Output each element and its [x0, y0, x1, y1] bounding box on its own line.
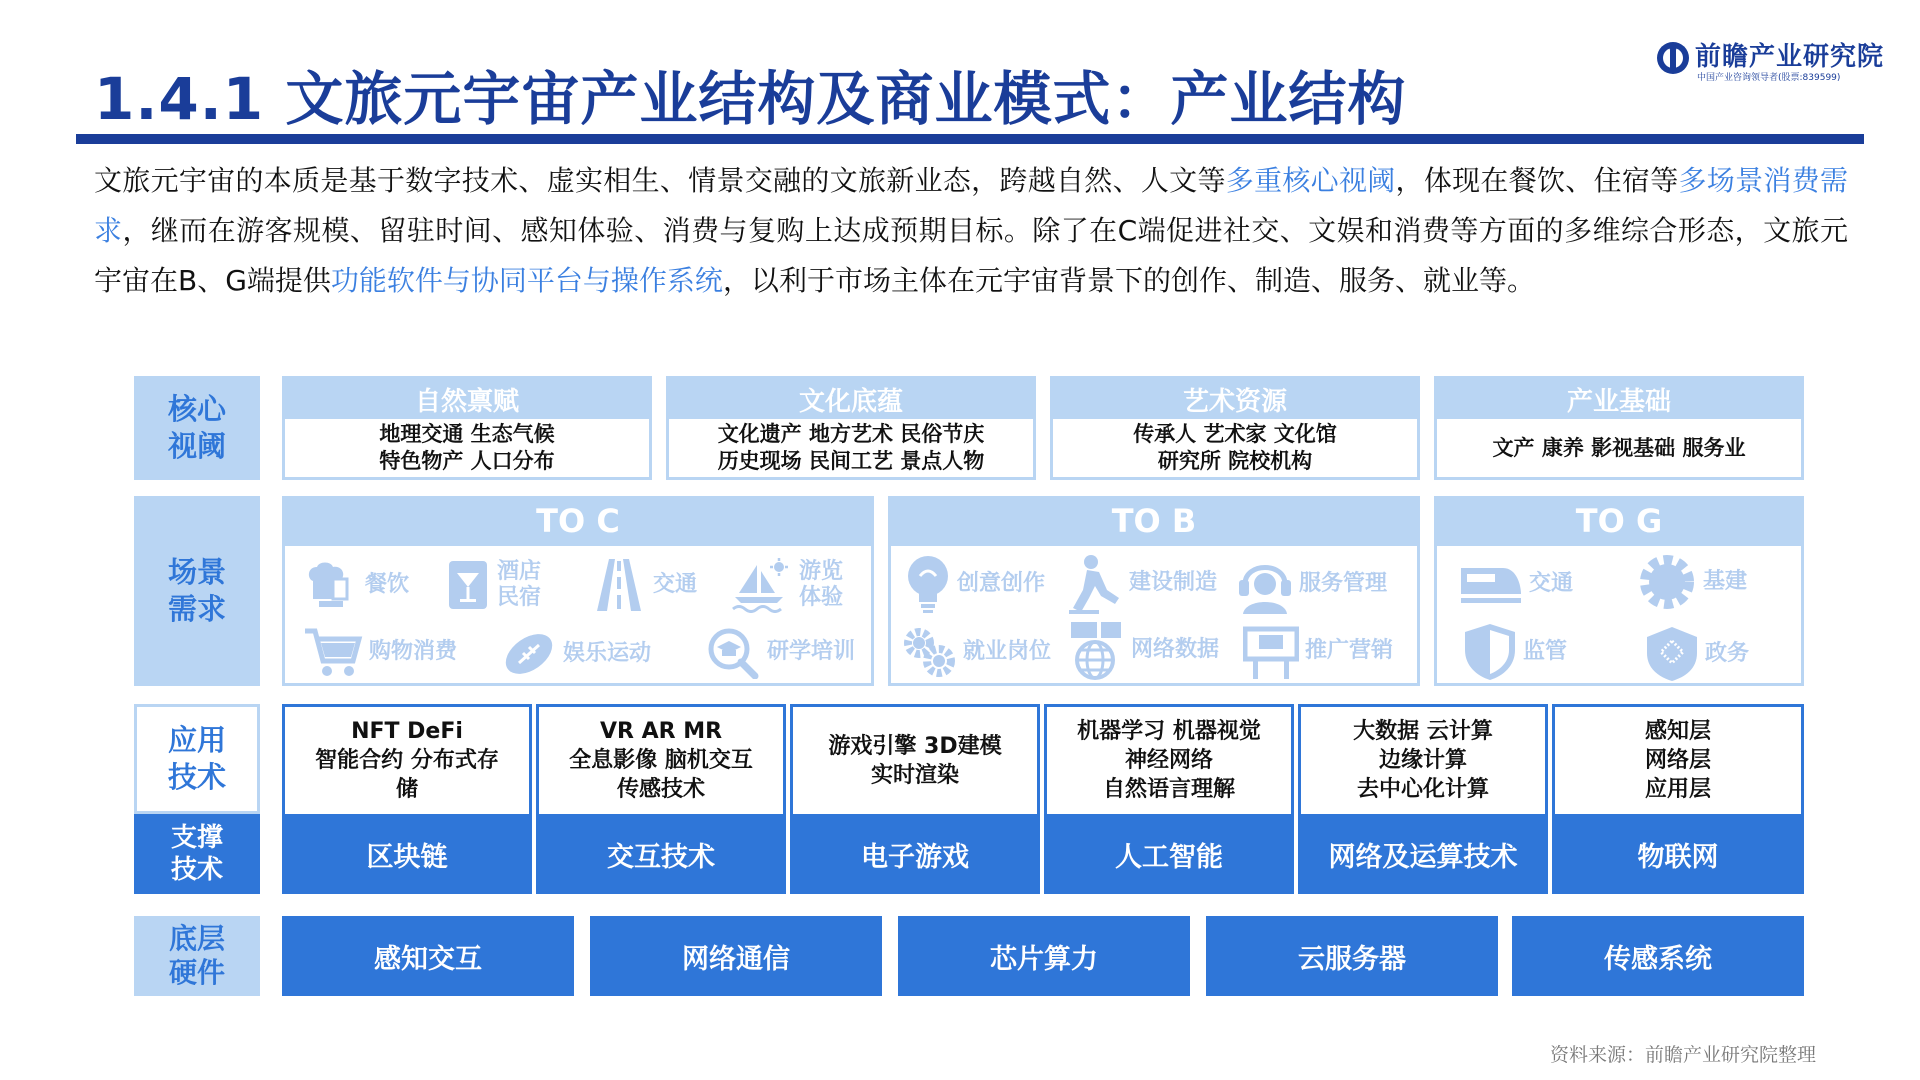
scene-item-label: 酒店 民宿 — [497, 559, 542, 610]
gears-icon — [901, 625, 957, 679]
scene-item — [1067, 620, 1219, 680]
app-tech-line: NFT DeFi — [351, 719, 463, 744]
scene-item-label: 餐饮 — [365, 572, 410, 597]
intro-text: ，体现在餐饮、住宿等 — [1395, 164, 1679, 197]
core-field-line: 文化遗产 地方艺术 民俗节庆 — [717, 422, 985, 446]
hardware-cell: 云服务器 — [1206, 916, 1498, 996]
scene-item-label: 建设制造 — [1129, 570, 1218, 595]
app-tech-cell — [282, 704, 532, 814]
graduation-search-icon — [705, 625, 761, 679]
scene-item-label: 政务 — [1705, 641, 1750, 666]
scene-item-label: 交通 — [653, 572, 698, 597]
row-label-scene — [134, 496, 260, 686]
app-tech-line: 网络层 — [1644, 748, 1711, 773]
row-label-scene-text: 场景需求 — [167, 555, 226, 626]
app-tech-line: 智能合约 分布式存 — [315, 748, 499, 773]
scene-item — [901, 624, 1051, 680]
scene-item — [591, 556, 697, 614]
gear-icon — [1637, 552, 1697, 612]
scene-item-label: 网络数据 — [1131, 637, 1220, 662]
chef-hat-icon — [303, 557, 359, 613]
row-label-app-text: 应用技术 — [167, 723, 226, 794]
scene-item — [1459, 556, 1573, 612]
train-icon — [1459, 560, 1523, 608]
core-field-body — [669, 419, 1033, 477]
app-tech-line: 实时渲染 — [870, 762, 959, 788]
scene-item — [1243, 622, 1393, 680]
cocktail-icon — [445, 557, 491, 613]
app-tech-line: 神经网络 — [1124, 748, 1213, 773]
scene-header-tog: TO G — [1434, 496, 1804, 546]
app-tech-cell — [1044, 704, 1294, 814]
scene-item — [1237, 554, 1387, 614]
scene-item — [705, 624, 855, 680]
row-label-hardware — [134, 916, 260, 996]
hardware-cell: 传感系统 — [1512, 916, 1804, 996]
app-tech-line: 边缘计算 — [1378, 748, 1467, 773]
support-tech-cell: 交互技术 — [536, 814, 786, 894]
shield-icon — [1463, 622, 1517, 682]
hardware-cell: 感知交互 — [282, 916, 574, 996]
row-label-core — [134, 376, 260, 480]
app-tech-line: 去中心化计算 — [1356, 777, 1489, 802]
hardware-cell: 芯片算力 — [898, 916, 1190, 996]
app-tech-line: 机器学习 机器视觉 — [1077, 719, 1261, 744]
scene-panel-toc — [282, 546, 874, 686]
app-tech-line: VR AR MR — [599, 719, 723, 744]
support-tech-cell: 网络及运算技术 — [1298, 814, 1548, 894]
core-field-line: 传承人 艺术家 文化馆 — [1133, 422, 1337, 446]
support-tech-cell: 物联网 — [1552, 814, 1804, 894]
app-tech-cell — [536, 704, 786, 814]
intro-text: ，以利于市场主体在元宇宙背景下的创作、制造、服务、就业等。 — [722, 264, 1535, 297]
scene-item-label: 游览 体验 — [799, 559, 844, 610]
sailboat-icon — [731, 557, 793, 613]
core-field-box — [666, 376, 1036, 480]
row-label-support-text: 支撑技术 — [170, 823, 223, 885]
scene-item — [303, 556, 409, 614]
scene-panel-tob — [888, 546, 1420, 686]
scene-item-label: 创意创作 — [957, 571, 1046, 596]
core-field-title: 自然禀赋 — [285, 379, 649, 419]
scene-item — [445, 556, 541, 614]
app-tech-line: 自然语言理解 — [1102, 777, 1235, 802]
row-label-support — [134, 814, 260, 894]
core-field-title: 产业基础 — [1437, 379, 1801, 419]
app-tech-line: 感知层 — [1644, 719, 1711, 744]
brand-subtitle: 中国产业咨询领导者(股票:839599) — [1697, 73, 1841, 83]
badge-icon — [1645, 625, 1699, 683]
scene-item — [1645, 624, 1749, 684]
row-label-app — [134, 704, 260, 814]
worker-icon — [1067, 552, 1123, 614]
app-tech-line: 游戏引擎 3D建模 — [828, 733, 1002, 759]
billboard-icon — [1243, 623, 1299, 679]
scene-item-label: 监管 — [1523, 639, 1568, 664]
app-tech-cell — [1298, 704, 1548, 814]
scene-item-label: 研学培训 — [767, 639, 856, 664]
app-tech-cell — [790, 704, 1040, 814]
network-globe-icon — [1067, 620, 1125, 680]
scene-item-label: 交通 — [1529, 571, 1574, 596]
intro-text: ，继而在游客规模、留驻时间、感知体验、消费与复购上达成预期目标。除了在C端促进社交、文娱和消费等方面的多维综合形态，文旅元宇宙在B、G端提供 — [94, 214, 1848, 297]
app-tech-line: 全息影像 脑机交互 — [569, 748, 753, 773]
scene-header-tob: TO B — [888, 496, 1420, 546]
scene-item-label: 服务管理 — [1299, 571, 1388, 596]
scene-item-label: 购物消费 — [369, 639, 458, 664]
core-field-line: 研究所 院校机构 — [1157, 449, 1313, 473]
scene-item — [1067, 552, 1217, 614]
app-tech-line: 大数据 云计算 — [1353, 719, 1493, 744]
scene-item — [1637, 552, 1747, 612]
app-tech-cell — [1552, 704, 1804, 814]
intro-highlight: 多重核心视阈 — [1225, 164, 1396, 197]
scene-item-label: 娱乐运动 — [563, 641, 652, 666]
support-tech-cell: 区块链 — [282, 814, 532, 894]
core-field-line: 地理交通 生态气候 — [379, 422, 555, 446]
core-field-box — [1434, 376, 1804, 480]
core-field-body — [285, 419, 649, 477]
row-label-hardware-text: 底层硬件 — [168, 922, 225, 989]
lightbulb-icon — [905, 554, 951, 614]
scene-panel-tog — [1434, 546, 1804, 686]
headset-icon — [1237, 554, 1293, 614]
scene-item — [905, 554, 1045, 614]
core-field-line: 特色物产 人口分布 — [379, 449, 555, 473]
road-icon — [591, 557, 647, 613]
intro-text: 文旅元宇宙的本质是基于数字技术、虚实相生、情景交融的文旅新业态，跨越自然、人文等 — [94, 164, 1226, 197]
core-field-line: 文产 康养 影视基础 服务业 — [1492, 435, 1746, 460]
support-tech-cell: 电子游戏 — [790, 814, 1040, 894]
core-field-body — [1437, 419, 1801, 477]
scene-header-toc: TO C — [282, 496, 874, 546]
core-field-body — [1053, 419, 1417, 477]
source-note: 资料来源：前瞻产业研究院整理 — [1550, 1044, 1817, 1066]
core-field-title: 文化底蕴 — [669, 379, 1033, 419]
core-field-line: 历史现场 民间工艺 景点人物 — [717, 449, 985, 473]
scene-item — [731, 556, 843, 614]
scene-item-label: 基建 — [1703, 569, 1748, 594]
app-tech-line: 储 — [395, 777, 418, 802]
scene-item — [303, 624, 457, 680]
football-icon — [501, 627, 557, 681]
intro-highlight: 功能软件与协同平台与操作系统 — [330, 264, 723, 297]
core-field-box — [1050, 376, 1420, 480]
scene-item-label: 就业岗位 — [963, 639, 1052, 664]
shopping-cart-icon — [303, 625, 363, 679]
core-field-title: 艺术资源 — [1053, 379, 1417, 419]
row-label-core-text: 核心视阈 — [167, 392, 226, 463]
brand-name: 前瞻产业研究院 — [1695, 42, 1885, 72]
support-tech-cell: 人工智能 — [1044, 814, 1294, 894]
intro-highlight: 多场景消费需求 — [94, 164, 1848, 247]
app-tech-line: 传感技术 — [616, 777, 705, 802]
scene-item — [501, 626, 651, 682]
hardware-cell: 网络通信 — [590, 916, 882, 996]
core-field-box — [282, 376, 652, 480]
scene-item — [1463, 622, 1567, 682]
app-tech-line: 应用层 — [1644, 777, 1711, 802]
page-title: 1.4.1 文旅元宇宙产业结构及商业模式：产业结构 — [94, 65, 1407, 133]
scene-item-label: 推广营销 — [1305, 638, 1394, 663]
